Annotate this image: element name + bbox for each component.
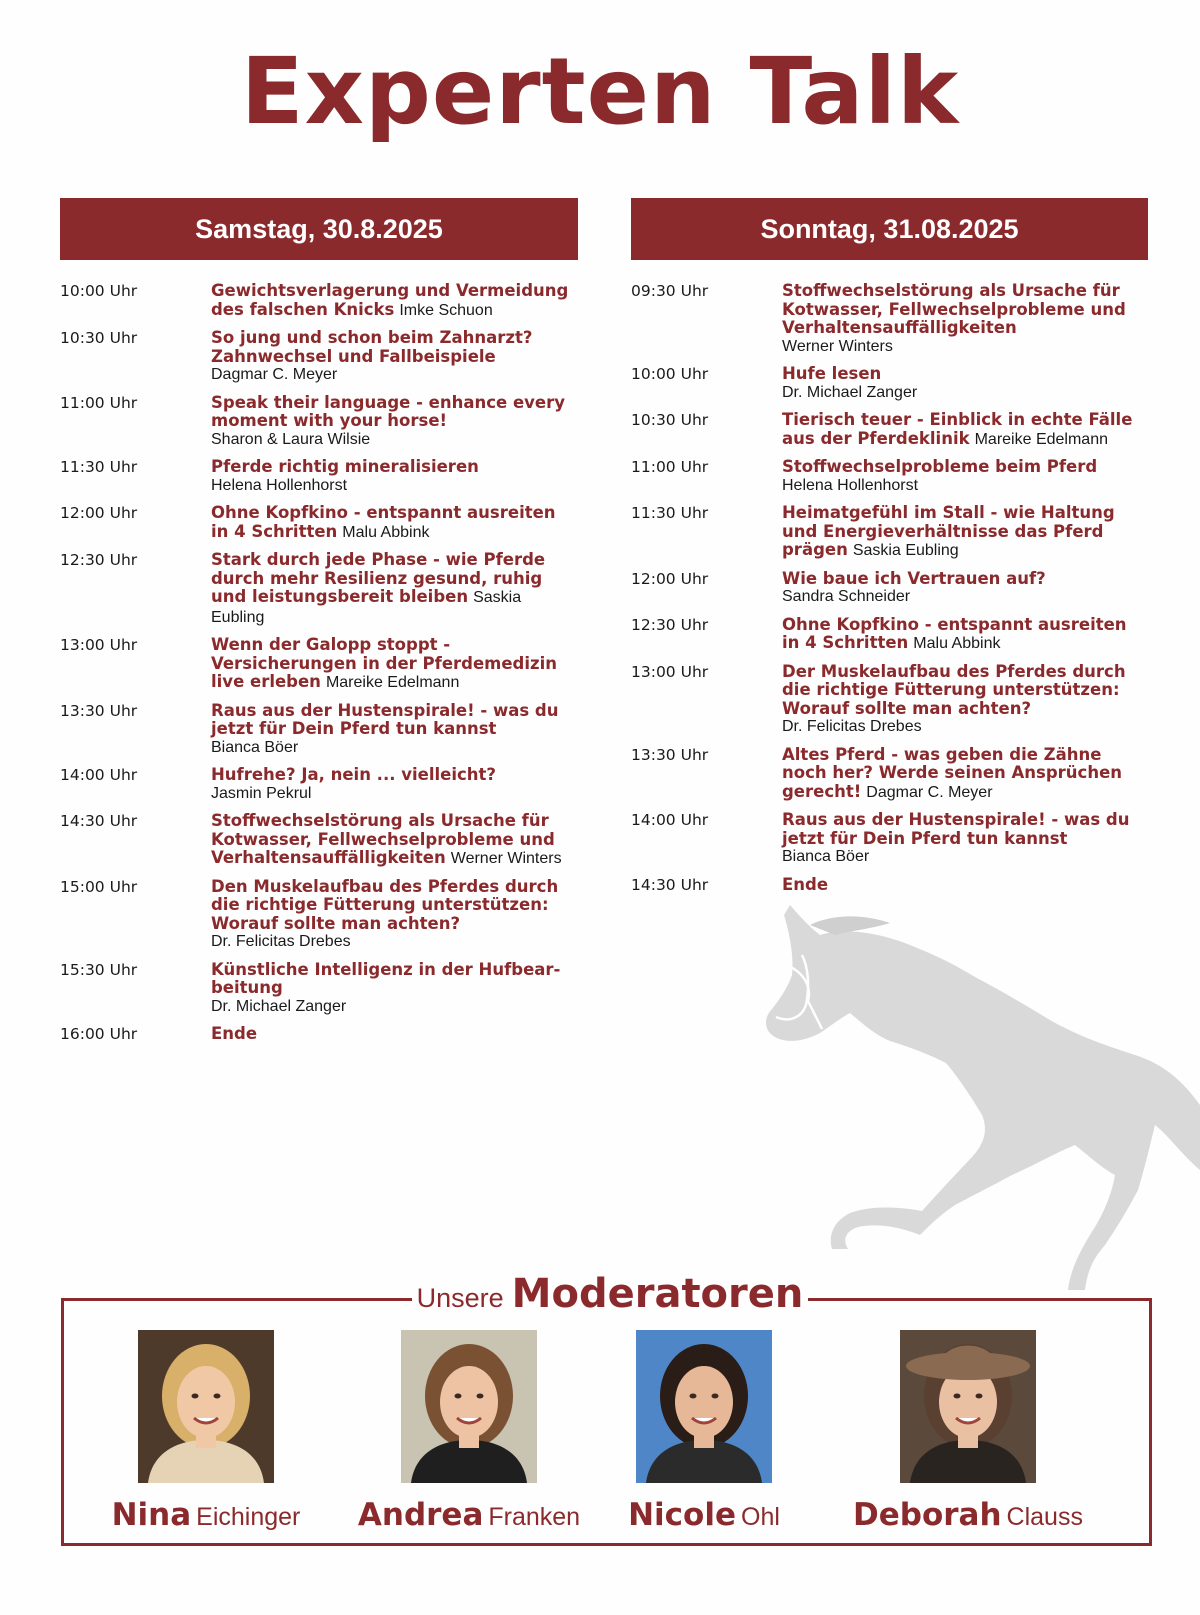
session-talk [211,394,578,450]
session-row [631,282,1148,356]
moderator-first-name: Nicole [628,1497,736,1533]
session-talk [211,1025,578,1044]
session-row [60,878,578,952]
moderator-first-name: Andrea [357,1497,484,1533]
session-title: Raus aus der Hustenspirale! - was du jetzt für Dein Pferd tun kannst [211,700,559,738]
session-title: Hufrehe? Ja, nein ... vielleicht? [211,765,496,784]
session-speaker: Dagmar C. Meyer [211,366,338,383]
session-speaker: Werner Winters [450,850,562,867]
session-speaker: Mareike Edelmann [325,674,460,691]
session-talk [782,746,1148,803]
session-speaker: Saskia Eubling [852,542,959,559]
session-talk [782,458,1148,495]
session-time: 13:30 Uhr [631,745,709,764]
session-time: 14:00 Uhr [60,766,138,784]
session-speaker: Bianca Böer [211,738,299,756]
saturday-header: Samstag, 30.8.2025 [60,198,578,260]
sunday-header: Sonntag, 31.08.2025 [631,198,1148,260]
session-row [60,504,578,542]
moderator-last-name: Ohl [741,1503,780,1531]
moderator-last-name: Eichinger [196,1503,301,1531]
session-talk [782,504,1148,561]
session-speaker: Imke Schuon [399,301,493,319]
session-talk [211,961,578,1017]
session-speaker: Dr. Michael Zanger [211,997,347,1015]
session-time: 10:30 Uhr [631,411,709,429]
session-talk [782,365,1148,402]
session-title: Hufe lesen [782,364,882,383]
session-title: Wie baue ich Vertrauen auf? [782,568,1046,588]
moderator-photo [401,1330,537,1483]
session-title: Altes Pferd - was geben die Zähne noch her? Werde seinen Ansprüchen gerecht! [782,744,1123,801]
session-time: 13:30 Uhr [60,701,138,720]
session-time: 12:00 Uhr [631,569,709,588]
session-row [631,663,1148,737]
session-row [631,570,1148,607]
session-time: 10:00 Uhr [60,282,138,300]
session-time: 10:30 Uhr [60,329,138,347]
session-time: 14:30 Uhr [631,875,709,894]
session-talk [211,636,578,693]
session-time: 10:00 Uhr [631,365,709,383]
session-title: Raus aus der Hustenspirale! - was du jetzt für Dein Pferd tun kannst [782,810,1130,848]
session-row [631,458,1148,495]
session-speaker: Saskia Eubling [211,589,522,626]
session-title: Stoffwechselstörung als Ursache für Kotwasser, Fellwechselprobleme und Verhaltensauffälligkeiten [211,811,555,867]
session-title: So jung und schon beim Zahnarzt? Zahnwechsel und Fallbeispiele [211,328,533,366]
moderator-last-name: Franken [488,1503,581,1531]
session-time: 11:30 Uhr [631,504,709,522]
session-title: Der Muskelaufbau des Pferdes durch die richtige Fütterung unterstützen: Worauf sollte man achten? [782,661,1126,718]
horse-silhouette-icon [750,905,1200,1290]
moderator-card [828,1330,1108,1533]
moderators-heading-pre: Unsere [416,1283,504,1313]
session-row [60,458,578,495]
session-row [60,702,578,758]
session-row [631,504,1148,561]
session-time: 15:00 Uhr [60,877,138,896]
session-title: Ende [211,1024,258,1043]
session-time: 12:30 Uhr [631,615,709,634]
moderator-photo [900,1330,1036,1483]
session-speaker: Helena Hollenhorst [782,476,919,494]
session-speaker: Dr. Michael Zanger [782,383,918,401]
session-row [60,766,578,803]
session-speaker: Malu Abbink [913,635,1001,652]
session-title: Ohne Kopfkino - entspannt ausreiten in 4 Schritten [782,614,1127,652]
session-time: 15:30 Uhr [60,960,138,979]
session-row [60,329,578,385]
session-time: 13:00 Uhr [60,636,138,654]
session-title: Künstliche Intelligenz in der Hufbear-beitung [211,959,561,997]
moderator-last-name: Clauss [1006,1503,1083,1531]
session-talk [782,282,1148,356]
session-title: Wenn der Galopp stoppt - Versicherungen in der Pferdemedizin live erleben [211,635,558,691]
sunday-column [631,198,1148,904]
session-title: Ohne Kopfkino - entspannt ausreiten in 4 Schritten [211,503,556,541]
session-row [60,812,578,869]
session-talk [211,458,578,495]
session-time: 16:00 Uhr [60,1025,138,1043]
session-title: Den Muskelaufbau des Pferdes durch die richtige Fütterung unterstützen: Worauf sollte man achten? [211,876,559,933]
moderator-photo [636,1330,772,1483]
session-time: 12:30 Uhr [60,551,138,569]
session-row [60,282,578,320]
session-time: 11:30 Uhr [60,458,138,476]
page-title: Experten Talk [240,38,960,145]
session-row [631,876,1148,895]
session-talk [211,702,578,758]
session-talk [782,663,1148,737]
session-time: 14:30 Uhr [60,812,138,830]
session-time: 14:00 Uhr [631,811,709,829]
moderator-name [66,1497,346,1533]
session-title: Pferde richtig mineralisieren [211,457,479,476]
session-title: Gewichtsverlagerung und Vermeidung des falschen Knicks [211,281,569,319]
session-speaker: Sharon & Laura Wilsie [211,430,371,448]
session-speaker: Dr. Felicitas Drebes [782,718,922,735]
session-row [60,551,578,627]
session-speaker: Malu Abbink [342,523,430,541]
moderator-first-name: Deborah [853,1497,1002,1533]
moderators-heading-main: Moderatoren [511,1271,804,1317]
session-row [631,365,1148,402]
session-speaker: Dagmar C. Meyer [866,783,993,801]
session-talk [211,282,578,320]
session-row [60,961,578,1017]
session-speaker: Werner Winters [782,337,893,355]
moderator-card [564,1330,844,1533]
session-row [631,411,1148,449]
moderator-card [66,1330,346,1533]
session-title: Stoffwechselstörung als Ursache für Kotwasser, Fellwechselprobleme und Verhaltensauffälligkeiten [782,281,1126,337]
session-time: 11:00 Uhr [60,393,138,412]
saturday-column [60,198,578,1053]
session-talk [782,411,1148,449]
session-talk [782,570,1148,607]
session-speaker: Helena Hollenhorst [211,476,348,494]
moderator-name [828,1497,1108,1533]
session-time: 09:30 Uhr [631,282,709,300]
session-speaker: Bianca Böer [782,848,870,865]
session-talk [211,766,578,803]
session-talk [782,876,1148,895]
session-speaker: Dr. Felicitas Drebes [211,933,351,950]
moderator-first-name: Nina [111,1497,192,1533]
session-row [631,811,1148,867]
session-talk [211,812,578,869]
session-row [60,394,578,450]
session-title: Heimatgefühl im Stall - wie Haltung und Energieverhältnisse das Pferd prägen [782,503,1115,559]
session-title: Stoffwechselprobleme beim Pferd [782,457,1098,476]
session-title: Ende [782,874,829,894]
session-title: Stark durch jede Phase - wie Pferde durch mehr Resilienz gesund, ruhig und leistungsbereit bleiben [211,550,546,606]
session-title: Speak their language - enhance every moment with your horse! [211,392,565,430]
session-speaker: Mareike Edelmann [974,430,1108,448]
session-talk [782,811,1148,867]
moderator-photo [138,1330,274,1483]
session-row [60,1025,578,1044]
session-time: 11:00 Uhr [631,458,709,476]
moderators-heading [412,1271,808,1321]
session-speaker: Sandra Schneider [782,588,911,605]
session-time: 13:00 Uhr [631,662,709,681]
session-title: Tierisch teuer - Einblick in echte Fälle aus der Pferdeklinik [782,410,1133,448]
session-talk [211,551,578,627]
session-speaker: Jasmin Pekrul [211,784,312,802]
session-talk [211,329,578,385]
session-talk [211,878,578,952]
saturday-sessions [60,282,578,1044]
sunday-sessions [631,282,1148,895]
session-row [60,636,578,693]
session-row [631,616,1148,654]
moderator-name [564,1497,844,1533]
session-row [631,746,1148,803]
session-talk [211,504,578,542]
session-talk [782,616,1148,654]
session-time: 12:00 Uhr [60,504,138,522]
